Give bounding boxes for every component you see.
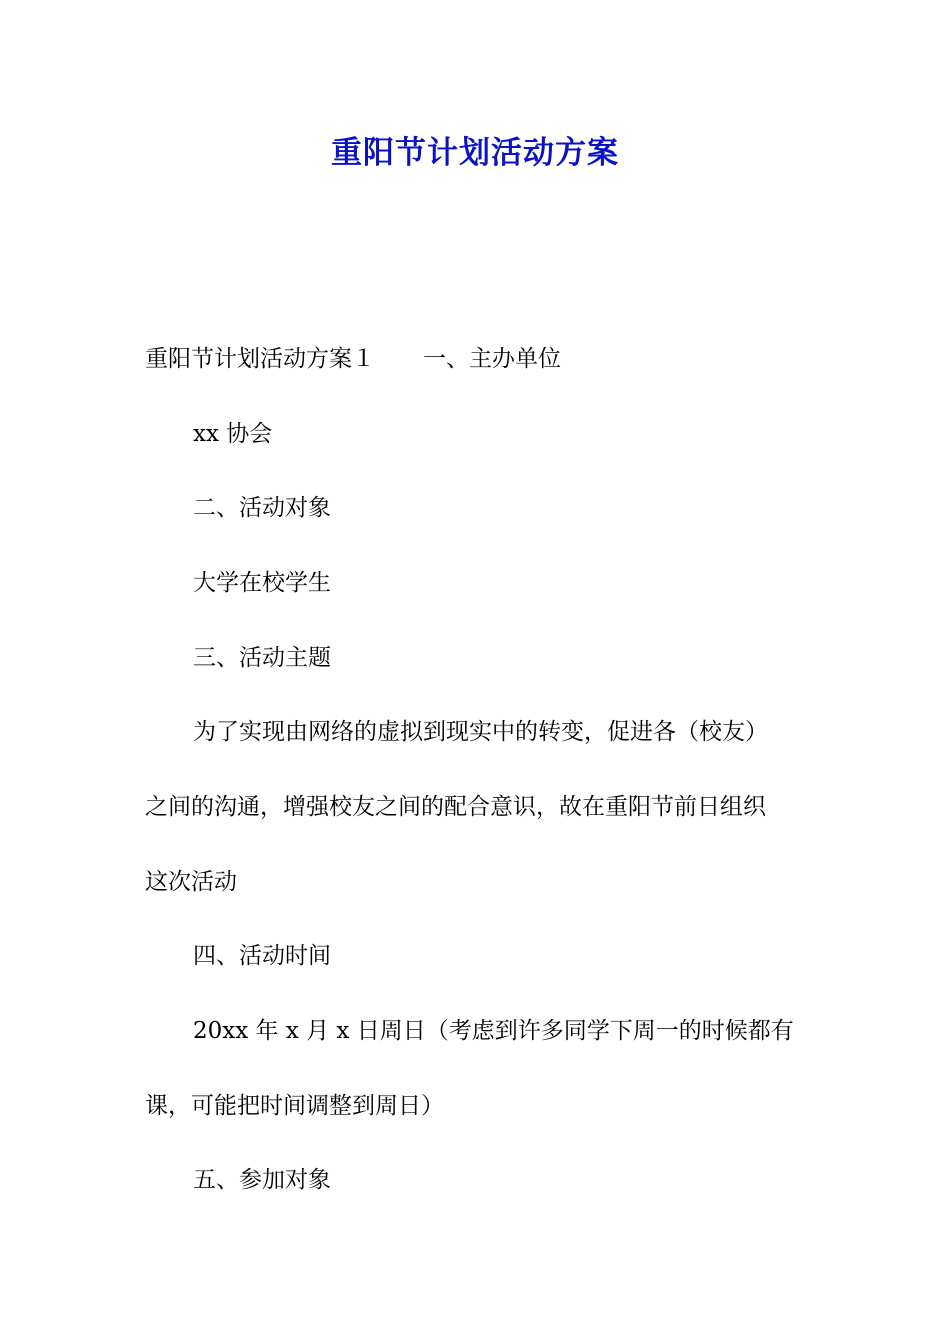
heading-participants: 二、活动对象 xyxy=(193,495,331,521)
theme-paragraph-line-2: 之间的沟通，增强校友之间的配合意识，故在重阳节前日组织 xyxy=(145,794,766,820)
participants-value: 大学在校学生 xyxy=(193,570,331,596)
organizer-value: xx 协会 xyxy=(193,421,273,447)
time-paragraph-line-1: 20xx 年 x 月 x 日周日（考虑到许多同学下周一的时候都有 xyxy=(193,1018,794,1044)
theme-paragraph-line-3: 这次活动 xyxy=(145,869,237,895)
time-paragraph-line-2: 课，可能把时间调整到周日） xyxy=(145,1093,444,1119)
heading-time: 四、活动时间 xyxy=(193,943,331,969)
plan-heading: 重阳节计划活动方案１ xyxy=(145,346,375,372)
theme-paragraph-line-1: 为了实现由网络的虚拟到现实中的转变，促进各（校友） xyxy=(193,719,768,745)
heading-attendees: 五、参加对象 xyxy=(193,1167,331,1193)
document-title: 重阳节计划活动方案 xyxy=(331,135,619,171)
section-heading-first xyxy=(145,344,815,374)
heading-theme: 三、活动主题 xyxy=(193,645,331,671)
heading-organizer: 一、主办单位 xyxy=(423,346,561,372)
